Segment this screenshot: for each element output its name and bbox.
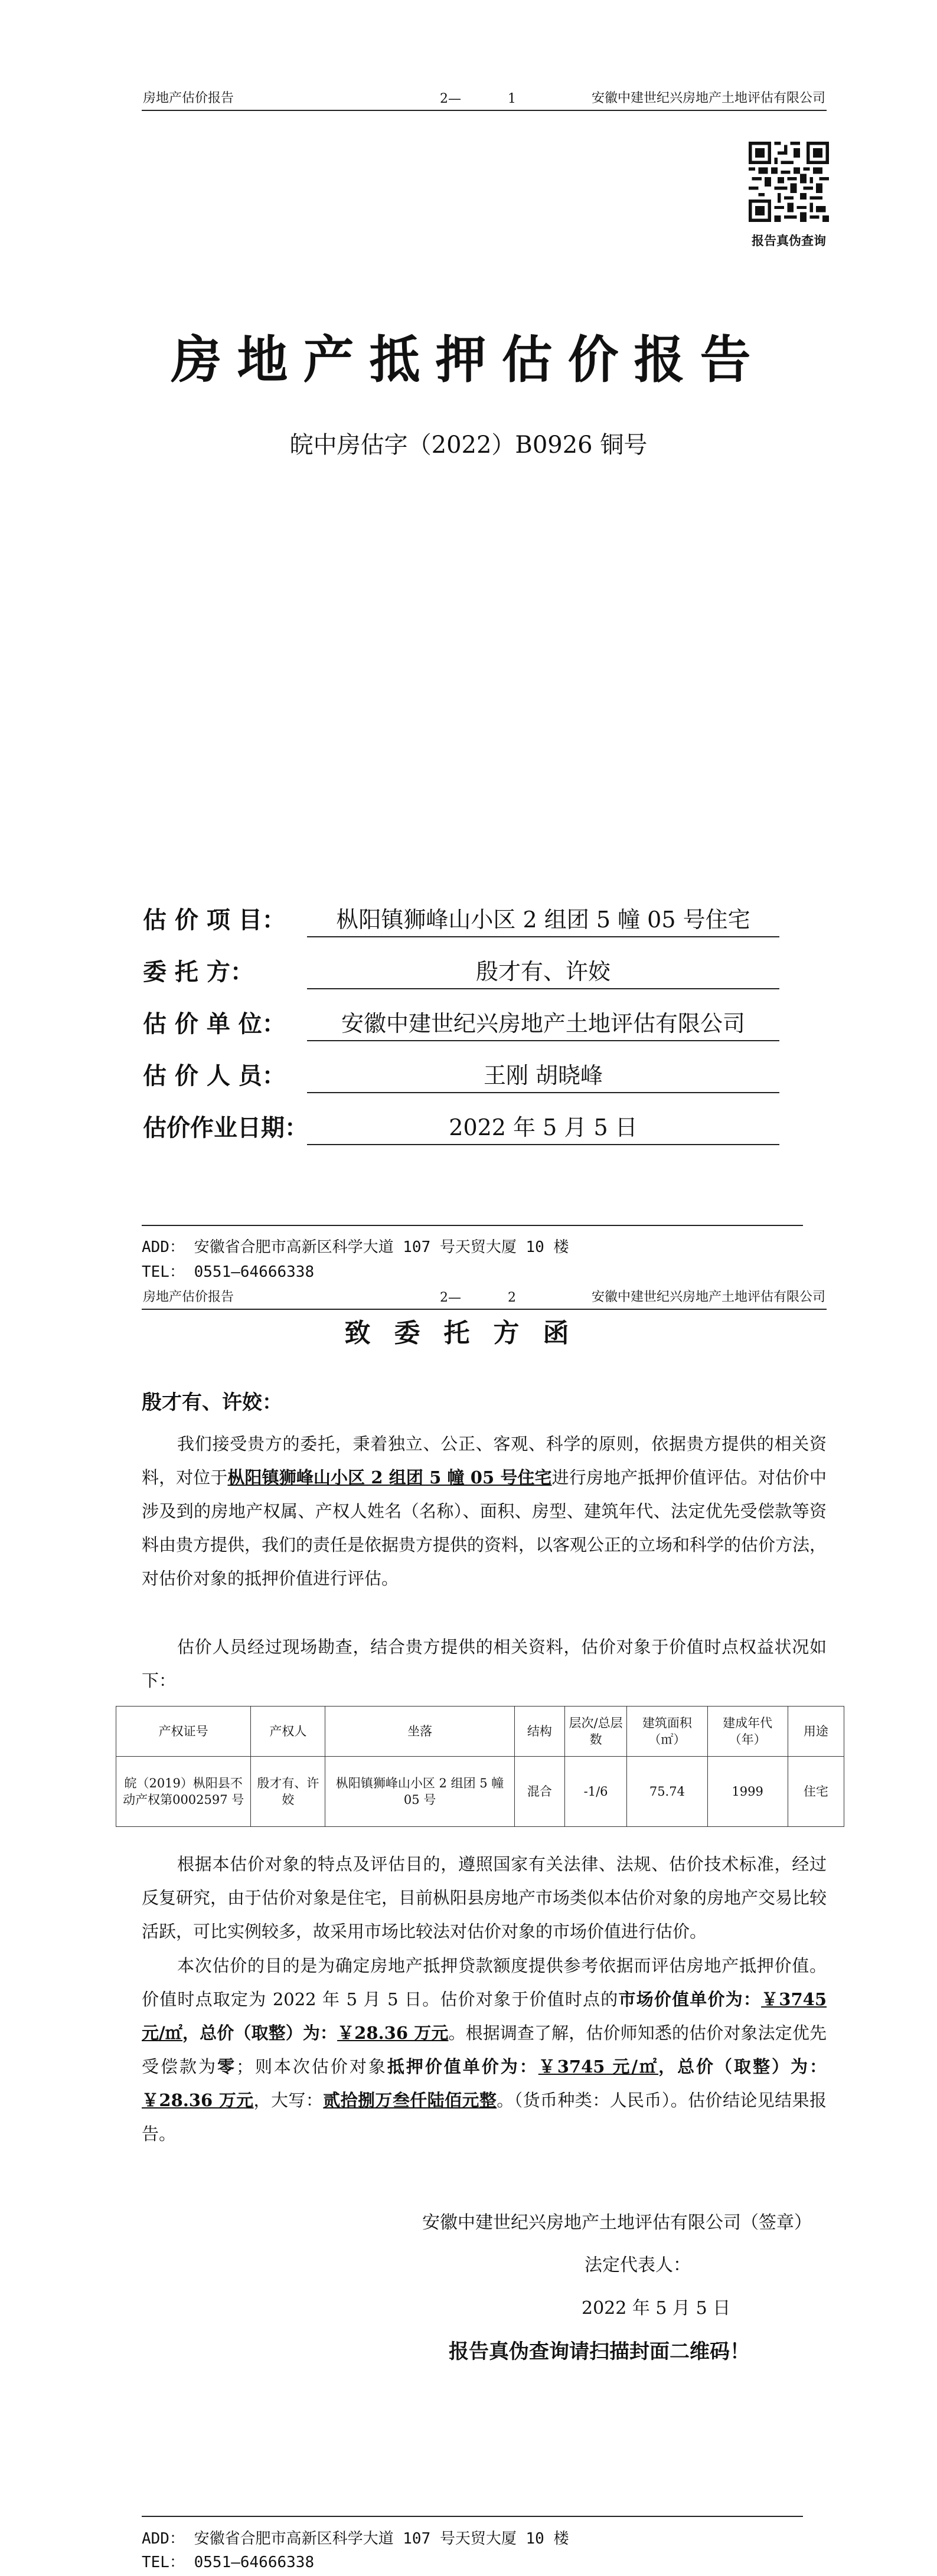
market-unit-price: ￥3745 元/㎡ xyxy=(142,1989,827,2043)
market-total-price: ￥28.36 万元 xyxy=(337,2023,449,2043)
header-company: 安徽中建世纪兴房地产土地评估有限公司 xyxy=(591,91,825,106)
text: 我们接受贵方的委托，秉着独立、公正、客观、科学的原则，依据贵方提供的相关资料，对位于 xyxy=(142,1434,827,1488)
footer-divider xyxy=(142,1225,803,1226)
qr-caption: 报告真伪查询 xyxy=(752,234,826,248)
col-floor: 层次/总层数 xyxy=(564,1707,626,1757)
cell-owner: 殷才有、许姣 xyxy=(251,1757,325,1827)
report-number: 皖中房估字（2022）B0926 铜号 xyxy=(289,431,648,459)
cell-floor: -1/6 xyxy=(564,1757,626,1827)
footer-tel: TEL： 0551—64666338 xyxy=(142,2554,315,2571)
page-header xyxy=(142,89,827,111)
paragraph-survey: 估价人员经过现场勘查，结合贵方提供的相关资料，估价对象于价值时点权益状况如下： xyxy=(142,1637,827,1691)
header-page-number: 2 xyxy=(508,1290,516,1305)
mortgage-total-price: ￥28.36 万元 xyxy=(142,2090,254,2110)
amount-in-words: 贰拾捌万叁仟陆佰元整 xyxy=(323,2090,497,2110)
header-page-prefix: 2— xyxy=(440,1290,461,1305)
col-location: 坐落 xyxy=(325,1707,515,1757)
col-area: 建筑面积（㎡） xyxy=(627,1707,707,1757)
table-row xyxy=(116,1757,844,1827)
text: 。（货币种类：人民币）。估价结论见结果报告。 xyxy=(142,2090,827,2144)
paragraph-method: 根据本估价对象的特点及评估目的，遵照国家有关法律、法规、估价技术标准，经过反复研究，由于估价对象是住宅，目前枞阳县房地产市场类似本估价对象的房地产交易比较活跃，可比实例较多，故采用市场比较法对估价对象的市场价值进行估价。 xyxy=(142,1854,827,1941)
cell-area: 75.74 xyxy=(627,1757,707,1827)
verification-note: 报告真伪查询请扫描封面二维码！ xyxy=(449,2340,750,2363)
table-header-row xyxy=(116,1707,844,1757)
field-project xyxy=(142,903,827,939)
field-label: 估 价 人 员： xyxy=(143,1063,286,1090)
field-label: 估 价 项 目： xyxy=(143,907,286,934)
col-year: 建成年代（年） xyxy=(707,1707,788,1757)
col-cert-no: 产权证号 xyxy=(116,1707,251,1757)
footer-tel: TEL： 0551—64666338 xyxy=(142,1263,315,1281)
text: ，大写： xyxy=(253,2090,324,2110)
col-use: 用途 xyxy=(788,1707,844,1757)
field-client xyxy=(142,955,827,990)
col-owner: 产权人 xyxy=(251,1707,325,1757)
footer-address: ADD： 安徽省合肥市高新区科学大道 107 号天贸大厦 10 楼 xyxy=(142,2530,569,2548)
header-page-number: 1 xyxy=(508,91,516,106)
field-value: 2022 年 5 月 5 日 xyxy=(307,1109,779,1145)
page-header xyxy=(142,1287,827,1310)
field-label: 委 托 方： xyxy=(143,959,254,986)
field-value: 王刚 胡晓峰 xyxy=(307,1057,779,1093)
report-title: 房地产抵押估价报告 xyxy=(171,331,766,390)
cell-cert-no: 皖（2019）枞阳县不动产权第0002597 号 xyxy=(116,1757,251,1827)
col-structure: 结构 xyxy=(514,1707,564,1757)
cell-year: 1999 xyxy=(707,1757,788,1827)
cell-structure: 混合 xyxy=(514,1757,564,1827)
signature-company: 安徽中建世纪兴房地产土地评估有限公司（签章） xyxy=(422,2212,812,2233)
paragraph-intro xyxy=(142,1427,827,1596)
text: 抵押价值单价为： xyxy=(387,2057,538,2077)
field-work-date xyxy=(142,1111,827,1146)
text: ，总价（取整）为： xyxy=(182,2023,338,2043)
header-report-type: 房地产估价报告 xyxy=(143,91,234,106)
field-label: 估价作业日期： xyxy=(143,1114,308,1142)
salutation: 殷才有、许姣： xyxy=(142,1391,282,1414)
field-value: 安徽中建世纪兴房地产土地评估有限公司 xyxy=(307,1005,779,1041)
field-value: 枞阳镇狮峰山小区 2 组团 5 幢 05 号住宅 xyxy=(307,901,779,937)
cell-location: 枞阳镇狮峰山小区 2 组团 5 幢 05 号 xyxy=(325,1757,515,1827)
text: ；则本次估价对象 xyxy=(236,2057,387,2077)
footer-divider xyxy=(142,2516,803,2517)
header-page-prefix: 2— xyxy=(440,91,461,106)
text: 市场价值单价为： xyxy=(618,1989,762,2009)
text: 。根据调查了解，估价师知悉的估价对象法定优先受偿款为 xyxy=(142,2023,827,2077)
header-company: 安徽中建世纪兴房地产土地评估有限公司 xyxy=(591,1290,825,1305)
field-value: 殷才有、许姣 xyxy=(307,953,779,989)
footer-address: ADD： 安徽省合肥市高新区科学大道 107 号天贸大厦 10 楼 xyxy=(142,1238,569,1256)
signature-date: 2022 年 5 月 5 日 xyxy=(582,2298,731,2319)
text: 进行房地产抵押价值评估。对估价中涉及到的房地产权属、产权人姓名（名称）、面积、房型、建筑年代、法定优先受偿款等资料由贵方提供，我们的责任是依据贵方提供的资料，以客观公正的立场和科学的估价方法，对估价对象的抵押价值进行评估。 xyxy=(142,1467,827,1588)
priority-claim: 零 xyxy=(217,2057,236,2077)
text: ，总价（取整）为： xyxy=(658,2057,827,2077)
header-report-type: 房地产估价报告 xyxy=(143,1290,234,1305)
letter-title: 致委托方函 xyxy=(344,1318,593,1348)
mortgage-unit-price: ￥3745 元/㎡ xyxy=(538,2057,659,2077)
field-appraisers xyxy=(142,1059,827,1094)
field-label: 估 价 单 位： xyxy=(143,1011,286,1038)
cell-use: 住宅 xyxy=(788,1757,844,1827)
field-appraisal-unit xyxy=(142,1007,827,1042)
property-address: 枞阳镇狮峰山小区 2 组团 5 幢 05 号住宅 xyxy=(227,1467,552,1488)
paragraph-valuation xyxy=(142,1949,827,2151)
legal-representative: 法定代表人： xyxy=(585,2255,691,2276)
property-table xyxy=(116,1706,844,1827)
text: 本次估价的目的是为确定房地产抵押贷款额度提供参考依据而评估房地产抵押价值。价值时点取定为 2022 年 5 月 5 日。估价对象于价值时点的 xyxy=(142,1956,827,2009)
verification-qr-code[interactable] xyxy=(749,142,829,222)
